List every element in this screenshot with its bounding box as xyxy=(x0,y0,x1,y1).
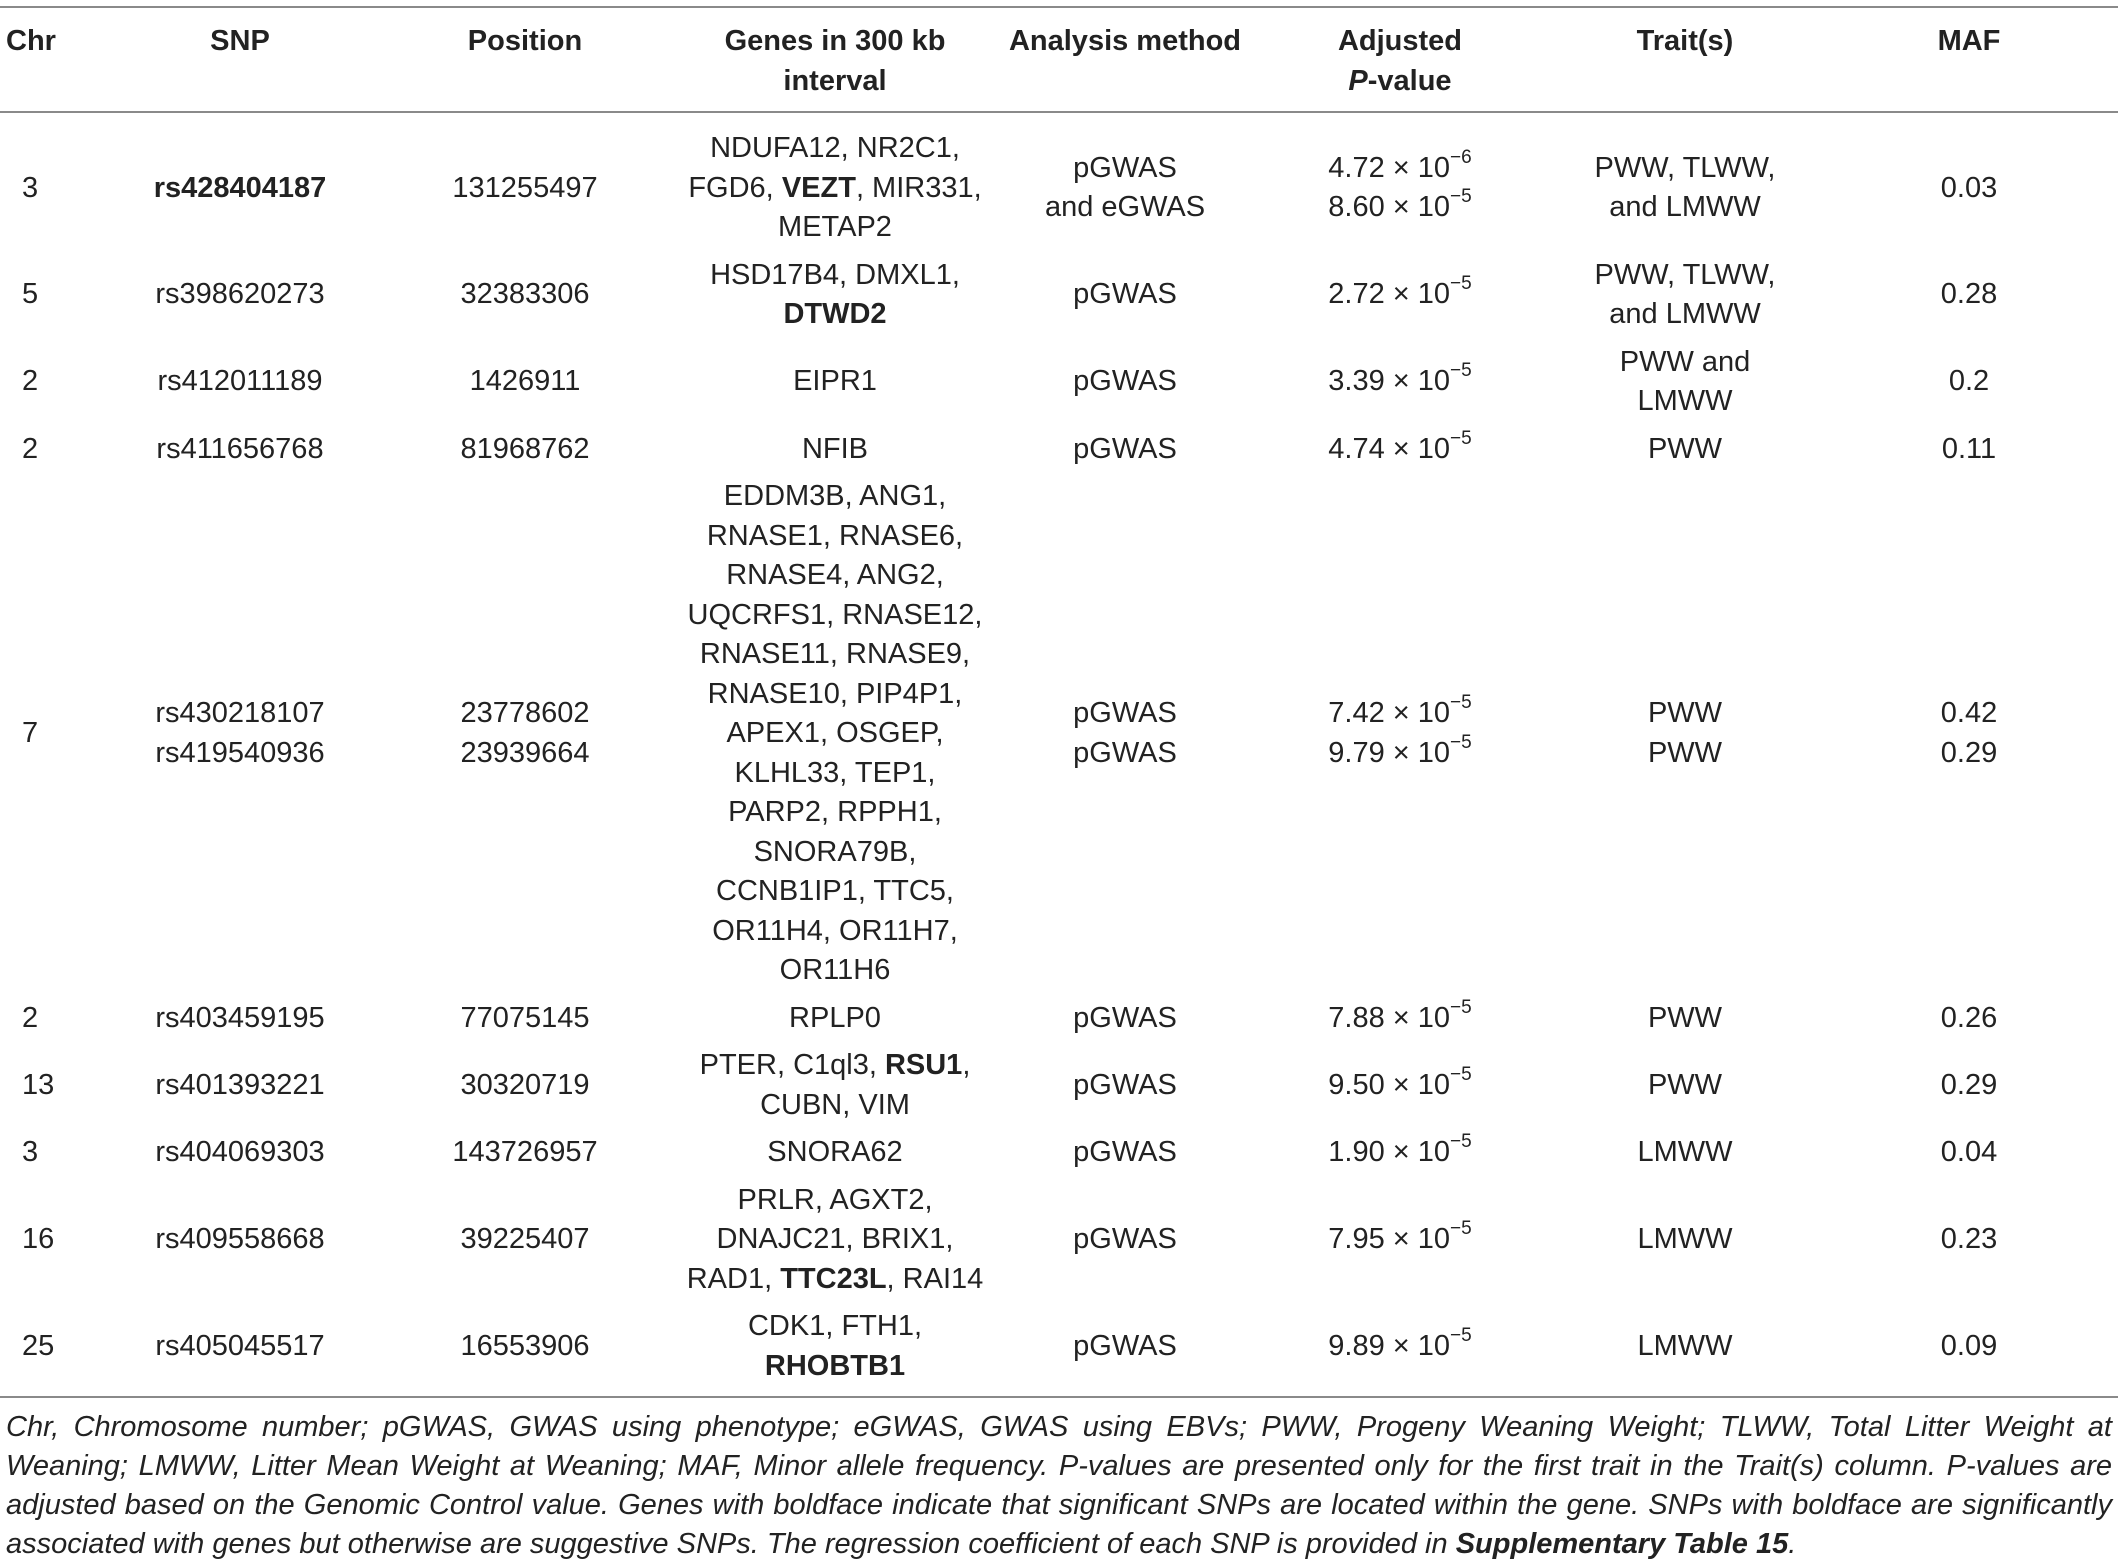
gene-text: SNORA62 xyxy=(767,1136,903,1168)
header-method: Analysis method xyxy=(1000,7,1250,112)
gene-text: APEX1, OSGEP, xyxy=(726,717,944,749)
cell-traits xyxy=(1550,1129,1820,1177)
pvalue-exponent: −5 xyxy=(1450,731,1472,753)
cell-pvalue xyxy=(1250,426,1550,474)
genes-line xyxy=(674,1220,996,1260)
gene-text: CUBN, VIM xyxy=(760,1088,910,1121)
genes-line xyxy=(674,477,996,517)
trait-value: PWW xyxy=(1647,1001,1723,1034)
gene-text: PTER, C1ql3, xyxy=(699,1049,885,1081)
snp-id: rs419540936 xyxy=(155,736,325,769)
trait-value: LMWW xyxy=(1637,1223,1733,1255)
genes-line xyxy=(674,1181,996,1221)
cell-snp xyxy=(100,1129,380,1177)
snp-id: rs430218107 xyxy=(155,697,325,730)
table-row xyxy=(0,473,2118,995)
maf-value: 0.23 xyxy=(1940,1223,1998,1255)
cell-pvalue xyxy=(1250,1129,1550,1177)
position-value: 77075145 xyxy=(460,1001,590,1034)
cell-method xyxy=(1000,995,1250,1043)
maf-value: 0.26 xyxy=(1940,1001,1998,1034)
cell-method xyxy=(1000,252,1250,339)
times-sign: × xyxy=(1392,1001,1410,1034)
cell-snp xyxy=(100,995,380,1043)
gene-text: PRLR, AGXT2, xyxy=(737,1183,933,1216)
cell-snp xyxy=(100,426,380,474)
gene-text: HSD17B4, DMXL1, xyxy=(710,258,960,291)
header-traits: Trait(s) xyxy=(1550,7,1820,112)
genes-line xyxy=(674,295,996,335)
trait-value: LMWW xyxy=(1637,1329,1733,1362)
header-chr: Chr xyxy=(0,7,100,112)
table-row xyxy=(0,1303,2118,1397)
pvalue: $9.89 \times 10^{-5}$ xyxy=(1328,1324,1472,1362)
cell-snp xyxy=(100,1042,380,1129)
genes-line xyxy=(674,754,996,794)
cell-snp xyxy=(100,473,380,995)
cell-traits xyxy=(1550,1042,1820,1129)
maf-value: 0.04 xyxy=(1940,1136,1998,1168)
cell-method xyxy=(1000,1177,1250,1304)
cell-genes xyxy=(670,252,1000,339)
position-value: 81968762 xyxy=(460,432,590,465)
genes-line xyxy=(674,517,996,557)
cell-position xyxy=(380,473,670,995)
method-value: pGWAS xyxy=(1073,365,1177,398)
header-genes xyxy=(670,7,1000,112)
times-sign: × xyxy=(1392,1223,1410,1255)
cell-position xyxy=(380,339,670,426)
cell-genes xyxy=(670,473,1000,995)
cell-traits xyxy=(1550,339,1820,426)
maf-value: 0.29 xyxy=(1940,736,1998,769)
snp-id: rs398620273 xyxy=(155,278,325,311)
cell-maf xyxy=(1820,473,2118,995)
pvalue-exponent: −5 xyxy=(1450,1218,1472,1239)
cell-snp xyxy=(100,1303,380,1397)
genes-line xyxy=(674,256,996,296)
pvalue-exponent: −5 xyxy=(1450,360,1472,382)
table-row xyxy=(0,995,2118,1043)
genes-line xyxy=(674,675,996,715)
cell-maf xyxy=(1820,252,2118,339)
method-value: pGWAS xyxy=(1073,432,1177,465)
method-value: pGWAS xyxy=(1073,697,1177,730)
times-sign: × xyxy=(1392,1329,1410,1362)
header-pvalue xyxy=(1250,7,1550,112)
pvalue: $4.72 \times 10^{-6}$ xyxy=(1328,146,1472,184)
gene-bold: RHOBTB1 xyxy=(764,1349,906,1382)
cell-pvalue xyxy=(1250,473,1550,995)
position-value: 1426911 xyxy=(469,365,581,398)
cell-genes xyxy=(670,426,1000,474)
pvalue-exponent: −5 xyxy=(1450,1324,1472,1346)
trait-value: PWW and xyxy=(1619,345,1751,378)
trait-value: PWW xyxy=(1647,697,1723,730)
cell-genes xyxy=(670,339,1000,426)
pvalue-exponent: −5 xyxy=(1450,692,1472,714)
genes-line xyxy=(674,1307,996,1347)
gene-text: RNASE10, PIP4P1, xyxy=(707,677,963,710)
trait-value: and LMWW xyxy=(1609,191,1761,224)
cell-pvalue xyxy=(1250,1177,1550,1304)
cell-position xyxy=(380,112,670,252)
cell-method xyxy=(1000,339,1250,426)
cell-traits xyxy=(1550,473,1820,995)
cell-genes xyxy=(670,1042,1000,1129)
pvalue-mantissa: 7.42 xyxy=(1328,697,1385,730)
pvalue-mantissa: 9.50 xyxy=(1328,1068,1385,1101)
header-pvalue-line1: Adjusted xyxy=(1337,25,1463,57)
position-value: 143726957 xyxy=(452,1136,598,1168)
trait-value: LMWW xyxy=(1637,1136,1733,1168)
footnote-end: . xyxy=(1788,1528,1797,1560)
cell-maf xyxy=(1820,1042,2118,1129)
gene-text: FGD6, xyxy=(688,171,782,204)
cell-snp xyxy=(100,339,380,426)
trait-value: LMWW xyxy=(1637,385,1733,417)
cell-position xyxy=(380,1129,670,1177)
pvalue-exponent: −5 xyxy=(1450,1063,1472,1085)
cell-maf xyxy=(1820,995,2118,1043)
trait-value: PWW, TLWW, xyxy=(1594,258,1776,291)
gene-text: , RAI14 xyxy=(886,1262,984,1295)
maf-value: 0.29 xyxy=(1940,1068,1998,1101)
header-position: Position xyxy=(380,7,670,112)
gene-text: OR11H6 xyxy=(779,954,891,986)
cell-chr: 7 xyxy=(22,717,39,749)
trait-value: PWW, TLWW, xyxy=(1594,151,1776,184)
cell-pvalue xyxy=(1250,995,1550,1043)
pvalue: $7.42 \times 10^{-5}$ xyxy=(1328,692,1472,730)
times-sign: × xyxy=(1392,365,1410,398)
snp-id: rs428404187 xyxy=(153,171,327,204)
pvalue-mantissa: 1.90 xyxy=(1328,1136,1385,1168)
gene-text: PARP2, RPPH1, xyxy=(728,796,942,828)
method-value: pGWAS xyxy=(1073,278,1177,311)
cell-method xyxy=(1000,1129,1250,1177)
genes-line xyxy=(674,833,996,873)
pvalue: $9.50 \times 10^{-5}$ xyxy=(1328,1063,1472,1101)
cell-pvalue xyxy=(1250,112,1550,252)
method-value: and eGWAS xyxy=(1044,191,1206,224)
footnote-supplementary-ref: Supplementary Table 15 xyxy=(1455,1528,1789,1560)
table-footnote xyxy=(6,1408,2112,1564)
gene-text: RNASE1, RNASE6, xyxy=(706,519,964,552)
gene-bold: VEZT xyxy=(781,171,856,204)
gene-text: RAD1, xyxy=(686,1262,781,1295)
cell-traits xyxy=(1550,995,1820,1043)
cell-position xyxy=(380,1042,670,1129)
position-value: 32383306 xyxy=(460,278,590,311)
trait-value: PWW xyxy=(1647,736,1723,769)
cell-chr: 13 xyxy=(22,1068,55,1101)
times-sign: × xyxy=(1392,432,1410,465)
snp-id: rs405045517 xyxy=(155,1329,325,1362)
maf-value: 0.28 xyxy=(1940,278,1998,311)
method-value: pGWAS xyxy=(1073,1001,1177,1034)
maf-value: 0.03 xyxy=(1940,171,1998,204)
gene-text: SNORA79B, xyxy=(753,835,917,868)
cell-chr: 2 xyxy=(22,432,39,465)
table-row xyxy=(0,252,2118,339)
pvalue-exponent: −6 xyxy=(1450,146,1472,168)
cell-genes xyxy=(670,1303,1000,1397)
genes-line xyxy=(674,635,996,675)
cell-method xyxy=(1000,112,1250,252)
genes-line xyxy=(674,1046,996,1086)
maf-value: 0.42 xyxy=(1940,697,1998,730)
pvalue-mantissa: 2.72 xyxy=(1328,278,1385,311)
pvalue-exponent: −5 xyxy=(1450,1131,1472,1152)
cell-maf xyxy=(1820,1177,2118,1304)
cell-pvalue xyxy=(1250,252,1550,339)
position-value: 23778602 xyxy=(460,697,590,730)
genes-line xyxy=(674,129,996,169)
table-row xyxy=(0,339,2118,426)
table-header xyxy=(0,7,2118,112)
header-row xyxy=(0,7,2118,112)
cell-genes xyxy=(670,1177,1000,1304)
cell-position xyxy=(380,1303,670,1397)
cell-maf xyxy=(1820,1129,2118,1177)
gene-text: METAP2 xyxy=(778,211,892,243)
pvalue-exponent: −5 xyxy=(1450,273,1472,295)
pvalue: $9.79 \times 10^{-5}$ xyxy=(1328,731,1472,769)
pvalue-mantissa: 4.72 xyxy=(1328,151,1385,184)
cell-pvalue xyxy=(1250,1303,1550,1397)
gene-bold: RSU1 xyxy=(884,1049,963,1081)
table-row xyxy=(0,1177,2118,1304)
cell-snp xyxy=(100,112,380,252)
gene-text: RNASE4, ANG2, xyxy=(726,559,944,591)
cell-traits xyxy=(1550,1177,1820,1304)
cell-traits xyxy=(1550,112,1820,252)
genes-line xyxy=(674,1133,996,1173)
cell-pvalue xyxy=(1250,1042,1550,1129)
cell-traits xyxy=(1550,426,1820,474)
pvalue-exponent: −5 xyxy=(1450,996,1472,1018)
pvalue: $7.95 \times 10^{-5}$ xyxy=(1328,1218,1472,1255)
genes-line xyxy=(674,208,996,248)
gene-text: UQCRFS1, RNASE12, xyxy=(687,598,983,631)
table-row xyxy=(0,1042,2118,1129)
genes-line xyxy=(674,169,996,209)
maf-value: 0.11 xyxy=(1941,432,1997,465)
gene-text: DNAJC21, BRIX1, xyxy=(716,1223,954,1255)
cell-pvalue xyxy=(1250,339,1550,426)
cell-maf xyxy=(1820,112,2118,252)
genes-line xyxy=(674,872,996,912)
cell-chr: 2 xyxy=(22,1001,39,1034)
gene-text: NDUFA12, NR2C1, xyxy=(710,132,960,164)
table-row xyxy=(0,426,2118,474)
times-sign: × xyxy=(1392,278,1410,311)
footnote-main: Chr, Chromosome number; pGWAS, GWAS using phenotype; eGWAS, GWAS using EBVs; PWW, Progeny Weaning Weight; TLWW, Total Litter Weight at Weaning; LMWW, Litter Mean Weight at Weaning; MAF, Minor allele frequency. P-values are presented only for the first trait in the Trait(s) column. P-values are adjusted based on the Genomic Control value. Genes with boldface indicate that significant SNPs are located within the gene. SNPs with boldface are significantly associated with genes but otherwise are suggestive SNPs. The regression coefficient of each SNP is provided in xyxy=(6,1411,2112,1560)
gene-text: RPLP0 xyxy=(789,1001,881,1034)
method-value: pGWAS xyxy=(1073,736,1177,769)
pvalue-mantissa: 8.60 xyxy=(1328,191,1385,224)
snp-id: rs401393221 xyxy=(155,1068,325,1101)
genes-line xyxy=(674,1347,996,1387)
gene-text: RNASE11, RNASE9, xyxy=(699,638,971,670)
maf-value: 0.2 xyxy=(1948,365,1990,398)
genes-line xyxy=(674,556,996,596)
cell-chr: 2 xyxy=(22,365,39,398)
snp-id: rs409558668 xyxy=(155,1223,325,1255)
snp-id: rs403459195 xyxy=(155,1001,325,1034)
genes-line xyxy=(674,951,996,991)
header-maf: MAF xyxy=(1820,7,2118,112)
table-row xyxy=(0,1129,2118,1177)
snp-id: rs412011189 xyxy=(157,365,323,398)
cell-method xyxy=(1000,473,1250,995)
genes-line xyxy=(674,999,996,1039)
genes-line xyxy=(674,596,996,636)
pvalue-mantissa: 9.79 xyxy=(1328,736,1385,769)
position-value: 131255497 xyxy=(452,171,598,204)
cell-position xyxy=(380,426,670,474)
header-pvalue-line2 xyxy=(1254,62,1546,102)
cell-chr: 3 xyxy=(22,1136,39,1168)
pvalue-mantissa: 7.88 xyxy=(1328,1001,1385,1034)
header-genes-line1: Genes in 300 kb xyxy=(724,25,946,57)
position-value: 30320719 xyxy=(460,1068,590,1101)
position-value: 39225407 xyxy=(460,1223,590,1255)
method-value: pGWAS xyxy=(1073,1136,1177,1168)
method-value: pGWAS xyxy=(1073,1329,1177,1362)
method-value: pGWAS xyxy=(1073,1068,1177,1101)
header-genes-line2: interval xyxy=(783,64,887,97)
cell-chr: 25 xyxy=(0,1303,100,1397)
genes-line xyxy=(674,793,996,833)
position-value: 23939664 xyxy=(460,736,590,769)
cell-chr: 3 xyxy=(22,171,39,204)
cell-method xyxy=(1000,1303,1250,1397)
times-sign: × xyxy=(1392,1068,1410,1101)
cell-maf xyxy=(1820,1303,2118,1397)
cell-snp xyxy=(100,1177,380,1304)
pvalue-exponent: −5 xyxy=(1450,427,1472,449)
pvalue: $2.72 \times 10^{-5}$ xyxy=(1328,273,1472,311)
cell-genes xyxy=(670,112,1000,252)
pvalue: $8.60 \times 10^{-5}$ xyxy=(1328,186,1472,224)
trait-value: PWW xyxy=(1647,1068,1723,1101)
pvalue-mantissa: 3.39 xyxy=(1328,365,1385,398)
header-snp: SNP xyxy=(100,7,380,112)
pvalue: $3.39 \times 10^{-5}$ xyxy=(1328,360,1472,398)
snp-id: rs411656768 xyxy=(156,432,324,465)
cell-genes xyxy=(670,995,1000,1043)
gene-text: CCNB1IP1, TTC5, xyxy=(716,875,954,907)
snp-results-table xyxy=(0,6,2118,1398)
cell-position xyxy=(380,252,670,339)
cell-position xyxy=(380,1177,670,1304)
times-sign: × xyxy=(1392,151,1410,184)
pvalue-mantissa: 9.89 xyxy=(1328,1329,1385,1362)
cell-maf xyxy=(1820,339,2118,426)
method-value: pGWAS xyxy=(1073,1223,1177,1255)
cell-method xyxy=(1000,1042,1250,1129)
gene-text: OR11H4, OR11H7, xyxy=(712,914,958,947)
trait-value: PWW xyxy=(1647,432,1723,465)
gene-text: EDDM3B, ANG1, xyxy=(723,480,947,512)
header-pvalue-rest: -value xyxy=(1367,64,1452,97)
gene-text: EIPR1 xyxy=(793,365,877,398)
genes-line xyxy=(674,1260,996,1300)
times-sign: × xyxy=(1392,1136,1410,1168)
pvalue: $4.74 \times 10^{-5}$ xyxy=(1328,427,1472,465)
cell-snp xyxy=(100,252,380,339)
cell-chr: 5 xyxy=(22,278,39,311)
cell-position xyxy=(380,995,670,1043)
pvalue: $1.90 \times 10^{-5}$ xyxy=(1328,1131,1472,1168)
gene-bold: DTWD2 xyxy=(783,298,887,330)
gene-text: CDK1, FTH1, xyxy=(747,1310,923,1342)
pvalue-mantissa: 7.95 xyxy=(1328,1223,1385,1255)
maf-value: 0.09 xyxy=(1940,1329,1998,1362)
times-sign: × xyxy=(1392,697,1410,730)
pvalue-mantissa: 4.74 xyxy=(1328,432,1385,465)
snp-id: rs404069303 xyxy=(155,1136,325,1168)
gene-text: , xyxy=(962,1049,971,1081)
method-value: pGWAS xyxy=(1073,151,1177,184)
trait-value: and LMWW xyxy=(1609,298,1761,330)
genes-line xyxy=(674,714,996,754)
genes-line xyxy=(674,1086,996,1126)
position-value: 16553906 xyxy=(460,1329,590,1362)
gene-text: , MIR331, xyxy=(855,171,982,204)
times-sign: × xyxy=(1392,736,1410,769)
cell-traits xyxy=(1550,252,1820,339)
header-pvalue-p: P xyxy=(1348,64,1368,97)
table-body xyxy=(0,112,2118,1397)
cell-maf xyxy=(1820,426,2118,474)
table-row xyxy=(0,112,2118,252)
genes-line xyxy=(674,362,996,402)
pvalue: $7.88 \times 10^{-5}$ xyxy=(1328,996,1472,1034)
gene-bold: TTC23L xyxy=(780,1262,887,1295)
gene-text: NFIB xyxy=(801,432,869,465)
cell-traits xyxy=(1550,1303,1820,1397)
times-sign: × xyxy=(1392,191,1410,224)
cell-chr: 16 xyxy=(22,1223,55,1255)
cell-method xyxy=(1000,426,1250,474)
genes-line xyxy=(674,430,996,470)
gene-text: KLHL33, TEP1, xyxy=(734,756,936,789)
pvalue-exponent: −5 xyxy=(1450,186,1472,208)
cell-genes xyxy=(670,1129,1000,1177)
genes-line xyxy=(674,912,996,952)
